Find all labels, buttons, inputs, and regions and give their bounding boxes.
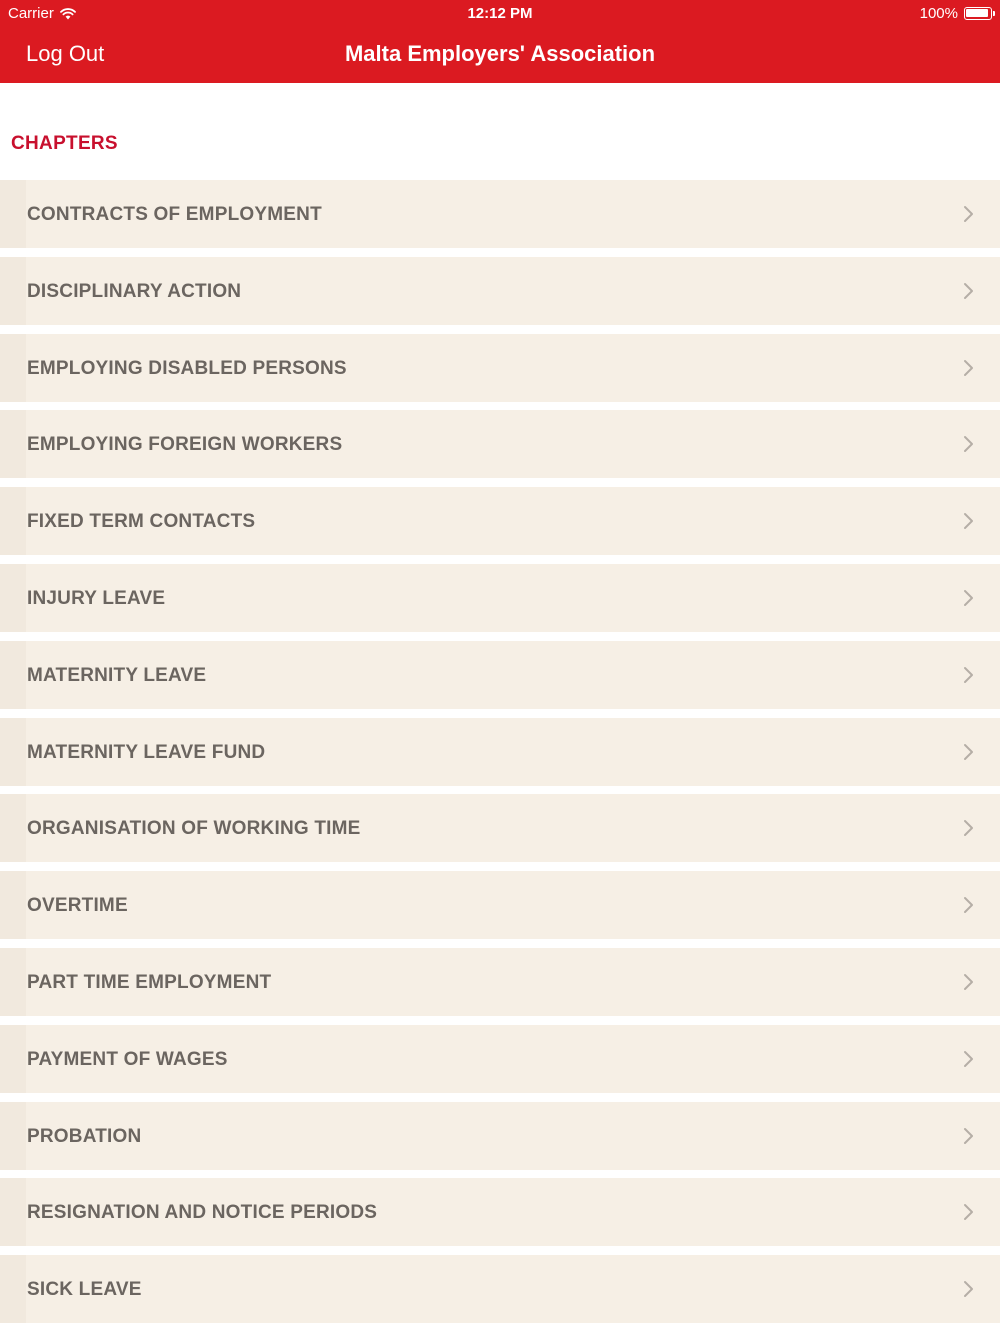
chapter-row[interactable] — [0, 871, 1000, 939]
chevron-right-icon — [962, 665, 976, 685]
chapter-row[interactable] — [0, 948, 1000, 1016]
log-out-button[interactable]: Log Out — [26, 41, 105, 66]
chevron-right-icon — [962, 204, 976, 224]
battery-icon — [964, 7, 992, 20]
chevron-right-icon — [962, 1202, 976, 1222]
chapter-row[interactable] — [0, 794, 1000, 862]
chevron-right-icon — [962, 588, 976, 608]
section-title: CHAPTERS — [11, 133, 118, 154]
chapter-label: ORGANISATION OF WORKING TIME — [27, 818, 361, 840]
status-time: 12:12 PM — [467, 5, 533, 22]
status-carrier — [8, 5, 76, 22]
chapter-label: EMPLOYING DISABLED PERSONS — [27, 357, 347, 379]
chapter-row[interactable] — [0, 1178, 1000, 1246]
chapter-row[interactable] — [0, 410, 1000, 478]
chevron-right-icon — [962, 511, 976, 531]
chapter-label: INJURY LEAVE — [27, 587, 166, 609]
chapter-row[interactable] — [0, 334, 1000, 402]
wifi-icon — [60, 8, 76, 20]
chapter-label: EMPLOYING FOREIGN WORKERS — [27, 434, 343, 456]
chapter-row[interactable] — [0, 257, 1000, 325]
chapter-row[interactable] — [0, 564, 1000, 632]
chevron-right-icon — [962, 818, 976, 838]
chevron-right-icon — [962, 895, 976, 915]
chapter-row[interactable] — [0, 641, 1000, 709]
carrier-label: Carrier — [8, 5, 54, 22]
chapter-label: PART TIME EMPLOYMENT — [27, 971, 272, 993]
chapter-label: PROBATION — [27, 1125, 142, 1147]
chapter-label: RESIGNATION AND NOTICE PERIODS — [27, 1202, 378, 1224]
status-bar — [0, 0, 1000, 28]
chapter-row[interactable] — [0, 1255, 1000, 1323]
chapter-list — [0, 180, 1000, 1332]
chevron-right-icon — [962, 742, 976, 762]
chapter-row[interactable] — [0, 718, 1000, 786]
battery-fill — [966, 9, 988, 17]
battery-tip — [993, 11, 995, 16]
chevron-right-icon — [962, 434, 976, 454]
chapter-row[interactable] — [0, 1025, 1000, 1093]
chevron-right-icon — [962, 972, 976, 992]
chapter-label: DISCIPLINARY ACTION — [27, 280, 242, 302]
header — [0, 0, 1000, 83]
chapter-label: PAYMENT OF WAGES — [27, 1048, 228, 1070]
chapter-label: FIXED TERM CONTACTS — [27, 511, 256, 533]
chapter-label: OVERTIME — [27, 895, 128, 917]
chapter-label: MATERNITY LEAVE — [27, 664, 207, 686]
chevron-right-icon — [962, 358, 976, 378]
chapter-label: CONTRACTS OF EMPLOYMENT — [27, 204, 322, 225]
chevron-right-icon — [962, 1126, 976, 1146]
battery-percent: 100% — [919, 5, 958, 22]
chevron-right-icon — [962, 281, 976, 301]
status-right — [920, 5, 992, 22]
chapter-row[interactable] — [0, 1102, 1000, 1170]
chevron-right-icon — [962, 1049, 976, 1069]
nav-title: Malta Employers' Association — [344, 41, 656, 66]
navigation-bar — [0, 28, 1000, 83]
chapter-label: SICK LEAVE — [27, 1279, 142, 1301]
chapter-row[interactable] — [0, 487, 1000, 555]
chevron-right-icon — [962, 1279, 976, 1299]
chapter-row[interactable] — [0, 180, 1000, 248]
chapter-label: MATERNITY LEAVE FUND — [27, 741, 266, 763]
